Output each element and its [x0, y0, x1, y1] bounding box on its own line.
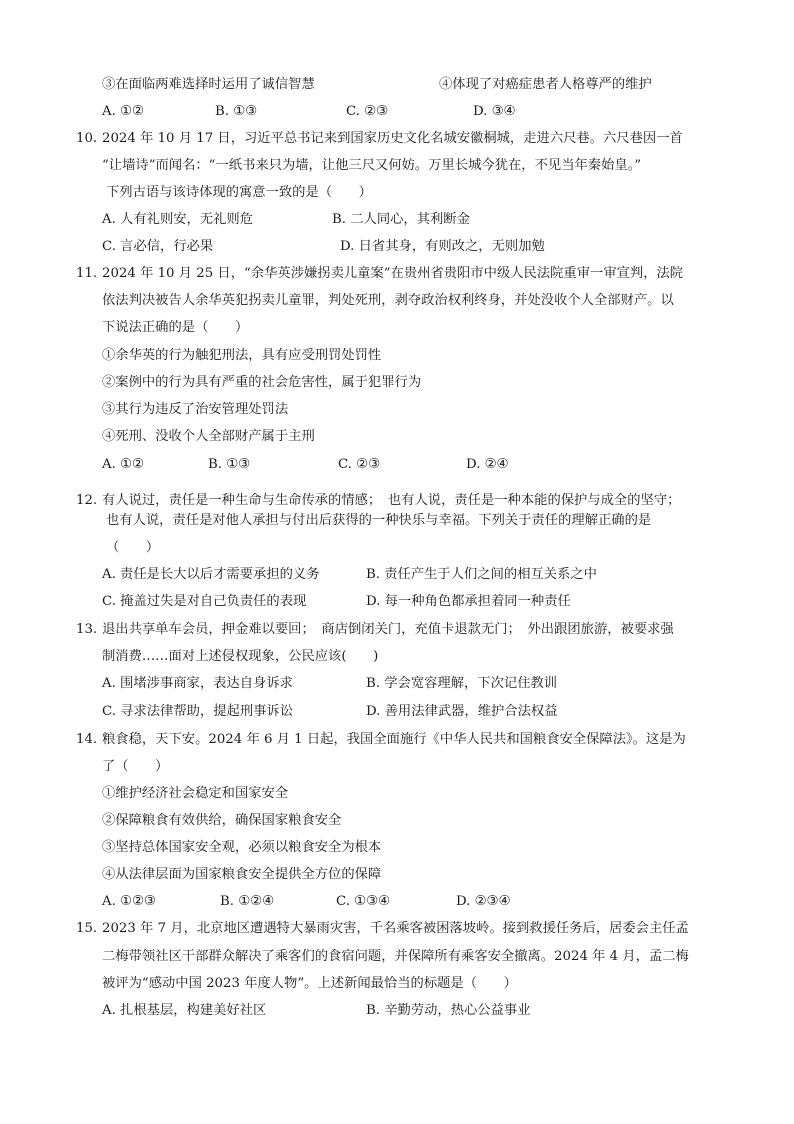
option-a[interactable]: A. 围堵涉事商家，表达自身诉求 — [102, 676, 293, 691]
question-text-line: 2024 年 10 月 17 日，习近平总书记来到国家历史文化名城安徽桐城，走进六尺巷。六尺巷因一首 — [102, 131, 683, 146]
option-d[interactable]: D. ②④ — [466, 457, 509, 472]
option-d[interactable]: D. ③④ — [473, 104, 516, 119]
question-number: 12. — [76, 493, 98, 508]
option-c[interactable]: C. ②③ — [346, 104, 388, 119]
option-a[interactable]: A. 扎根基层，构建美好社区 — [102, 1003, 267, 1018]
option-d[interactable]: D. 每一种角色都承担着同一种责任 — [366, 594, 571, 609]
question-number: 15. — [76, 921, 98, 936]
statement-3: ③其行为违反了治安管理处罚法 — [102, 402, 289, 417]
option-c[interactable]: C. ②③ — [338, 457, 380, 472]
statement-3: ③在面临两难选择时运用了诚信智慧 — [102, 77, 315, 92]
option-a[interactable]: A. ①②③ — [102, 894, 156, 909]
statement-3: ③坚持总体国家安全观，必须以粮食安全为根本 — [102, 840, 382, 855]
question-text-line: （ ） — [106, 540, 160, 555]
option-c[interactable]: C. 言必信，行必果 — [102, 239, 214, 254]
statement-4: ④死刑、没收个人全部财产属于主刑 — [102, 429, 315, 444]
question-text-line: 制消费……面对上述侵权现象，公民应该( ) — [102, 649, 379, 664]
option-d[interactable]: D. ②③④ — [456, 894, 511, 909]
question-text-line: 二梅带领社区干部群众解决了乘客们的食宿问题，并保障所有乘客安全撤离。2024 年 4 月，孟二梅 — [102, 949, 689, 964]
option-d[interactable]: D. 日省其身，有则改之，无则加勉 — [340, 239, 545, 254]
option-b[interactable]: B. ①②④ — [220, 894, 274, 909]
statement-1: ①维护经济社会稳定和国家安全 — [102, 786, 289, 801]
question-text-line: 2024 年 10 月 25 日，“余华英涉嫌拐卖儿童案”在贵州省贵阳市中级人民法院重审一审宣判，法院 — [102, 266, 684, 281]
question-text-line: 下列古语与该诗体现的寓意一致的是（ ） — [106, 185, 372, 200]
question-text-line: 了（ ） — [102, 759, 169, 774]
option-c[interactable]: C. 寻求法律帮助，提起刑事诉讼 — [102, 704, 294, 719]
option-b[interactable]: B. ①③ — [215, 104, 258, 119]
question-text-line: 依法判决被告人余华英犯拐卖儿童罪，判处死刑，剥夺政治权利终身，并处没收个人全部财产。以 — [102, 293, 674, 308]
option-a[interactable]: A. 责任是长大以后才需要承担的义务 — [102, 567, 320, 582]
question-number: 10. — [76, 131, 98, 146]
question-text-line: 被评为“感动中国 2023 年度人物”。上述新闻最恰当的标题是（ ） — [102, 976, 517, 991]
option-b[interactable]: B. 辛勤劳动，热心公益事业 — [366, 1003, 531, 1018]
question-text-line: 也有人说，责任是对他人承担与付出后获得的一种快乐与幸福。下列关于责任的理解正确的是 — [106, 513, 652, 528]
option-c[interactable]: C. ①③④ — [336, 894, 390, 909]
statement-4: ④从法律层面为国家粮食安全提供全方位的保障 — [102, 867, 382, 882]
statement-1: ①余华英的行为触犯刑法，具有应受刑罚处罚性 — [102, 348, 382, 363]
question-text-line: 2023 年 7 月，北京地区遭遇特大暴雨灾害，千名乘客被困落坡岭。接到救援任务后，居委会主任孟 — [102, 921, 689, 936]
question-number: 11. — [76, 266, 98, 281]
statement-2: ②案例中的行为具有严重的社会危害性，属于犯罪行为 — [102, 375, 422, 390]
question-text-line: 退出共享单车会员，押金难以要回； 商店倒闭关门，充值卡退款无门； 外出跟团旅游，被要求强 — [102, 622, 674, 637]
option-a[interactable]: A. ①② — [102, 457, 144, 472]
option-b[interactable]: B. 责任产生于人们之间的相互关系之中 — [366, 567, 597, 582]
option-b[interactable]: B. 学会宽容理解，下次记住教训 — [366, 676, 558, 691]
option-c[interactable]: C. 掩盖过失是对自己负责任的表现 — [102, 594, 307, 609]
option-a[interactable]: A. ①② — [102, 104, 144, 119]
option-b[interactable]: B. 二人同心，其利断金 — [332, 212, 470, 227]
question-text-line: 下说法正确的是（ ） — [102, 320, 249, 335]
statement-4: ④体现了对癌症患者人格尊严的维护 — [439, 77, 652, 92]
option-a[interactable]: A. 人有礼则安，无礼则危 — [102, 212, 254, 227]
option-b[interactable]: B. ①③ — [208, 457, 251, 472]
question-number: 14. — [76, 732, 98, 747]
question-text-line: 粮食稳，天下安。2024 年 6 月 1 日起，我国全面施行《中华人民共和国粮食安全保障法》。这是为 — [102, 732, 686, 747]
question-text-line: 有人说过，责任是一种生命与生命传承的情感； 也有人说，责任是一种本能的保护与成全的坚守； — [102, 493, 681, 508]
option-d[interactable]: D. 善用法律武器，维护合法权益 — [366, 704, 558, 719]
question-text-line: “让墙诗”而闻名：“一纸书来只为墙，让他三尺又何妨。万里长城今犹在，不见当年秦始皇。” — [102, 158, 642, 173]
question-number: 13. — [76, 622, 98, 637]
statement-2: ②保障粮食有效供给，确保国家粮食安全 — [102, 813, 342, 828]
